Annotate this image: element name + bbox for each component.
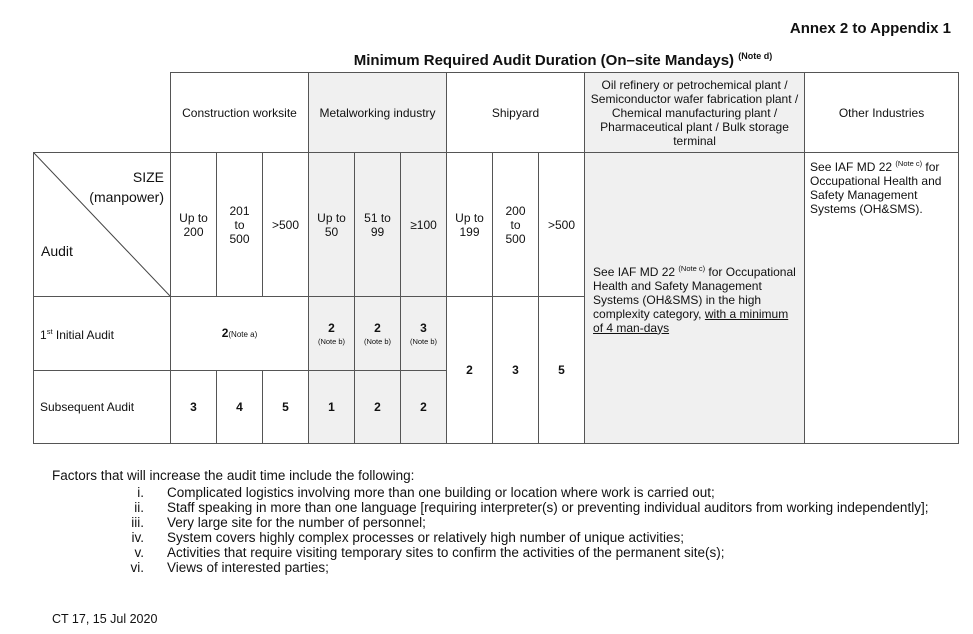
initial-metal-3: 3 (Note b) [401,297,447,371]
audit-label: Audit [41,243,73,259]
header-metalworking: Metalworking industry [309,73,447,153]
shipyard-value-3: 5 [539,297,585,444]
size-row [34,153,959,297]
subsequent-construction-2: 4 [217,371,263,444]
size-construction-2: 201 to 500 [217,153,263,297]
title-text: Minimum Required Audit Duration (On–site Mandays) [353,52,735,69]
size-metal-1: Up to 50 [309,153,355,297]
corner-cell [34,153,171,297]
list-item: iv. System covers highly complex processes or relatively high number of unique activities; [131,530,684,545]
subsequent-construction-3: 5 [263,371,309,444]
list-item: iii. Very large site for the number of personnel; [131,515,426,530]
subsequent-construction-1: 3 [171,371,217,444]
size-label [89,167,164,207]
initial-metal-2: 2 (Note b) [355,297,401,371]
size-shipyard-2: 200 to 500 [493,153,539,297]
header-shipyard: Shipyard [447,73,585,153]
oil-refinery-requirement: See IAF MD 22 $^{(Note c)}$ for Occupational Health and Safety Management Systems (OH&SMS) in the high complexity category, with a minimum of 4 man-days [585,153,805,444]
list-item: vi. Views of interested parties; [130,560,329,575]
header-other-industries: Other Industries [805,73,959,153]
header-blank-cell [34,73,171,153]
factors-list [120,485,956,575]
document-footer: CT 17, 15 Jul 2020 [52,612,158,626]
other-industries-requirement: See IAF MD 22 $^{(Note c)}$ for Occupational Health and Safety Management Systems (OH&SMS). [805,153,959,444]
shipyard-value-1: 2 [447,297,493,444]
list-item: ii. Staff speaking in more than one language [requiring interpreter(s) or preventing individual auditors from working independently]; [134,500,929,515]
size-construction-1: Up to 200 [171,153,217,297]
size-metal-3: ≥100 [401,153,447,297]
list-item: i. Complicated logistics involving more than one building or location where work is carried out; [137,485,715,500]
size-metal-2: 51 to 99 [355,153,401,297]
size-word: SIZE [132,169,164,185]
title-note: (Note d) [738,51,773,61]
size-shipyard-1: Up to 199 [447,153,493,297]
shipyard-value-2: 3 [493,297,539,444]
header-oil-refinery: Oil refinery or petrochemical plant / Semiconductor wafer fabrication plant / Chemical manufacturing plant / Pharmaceutical plant / Bulk storage terminal [585,73,805,153]
list-item: v. Activities that require visiting temporary sites to confirm the activities of the permanent site(s); [134,545,725,560]
initial-audit-label: 1st Initial Audit [34,297,171,371]
initial-metal-1: 2 (Note b) [309,297,355,371]
subsequent-metal-2: 2 [355,371,401,444]
manpower-word: (manpower) [89,189,164,205]
subsequent-metal-1: 1 [309,371,355,444]
header-row [34,73,959,153]
annex-label: Annex 2 to Appendix 1 [789,20,951,37]
audit-duration-table [33,72,959,444]
header-construction: Construction worksite [171,73,309,153]
subsequent-audit-label: Subsequent Audit [34,371,171,444]
size-shipyard-3: >500 [539,153,585,297]
initial-construction: 2(Note a) [171,297,309,371]
factors-intro: Factors that will increase the audit time include the following: [52,468,415,483]
table-title [170,51,956,69]
size-construction-3: >500 [263,153,309,297]
subsequent-metal-3: 2 [401,371,447,444]
